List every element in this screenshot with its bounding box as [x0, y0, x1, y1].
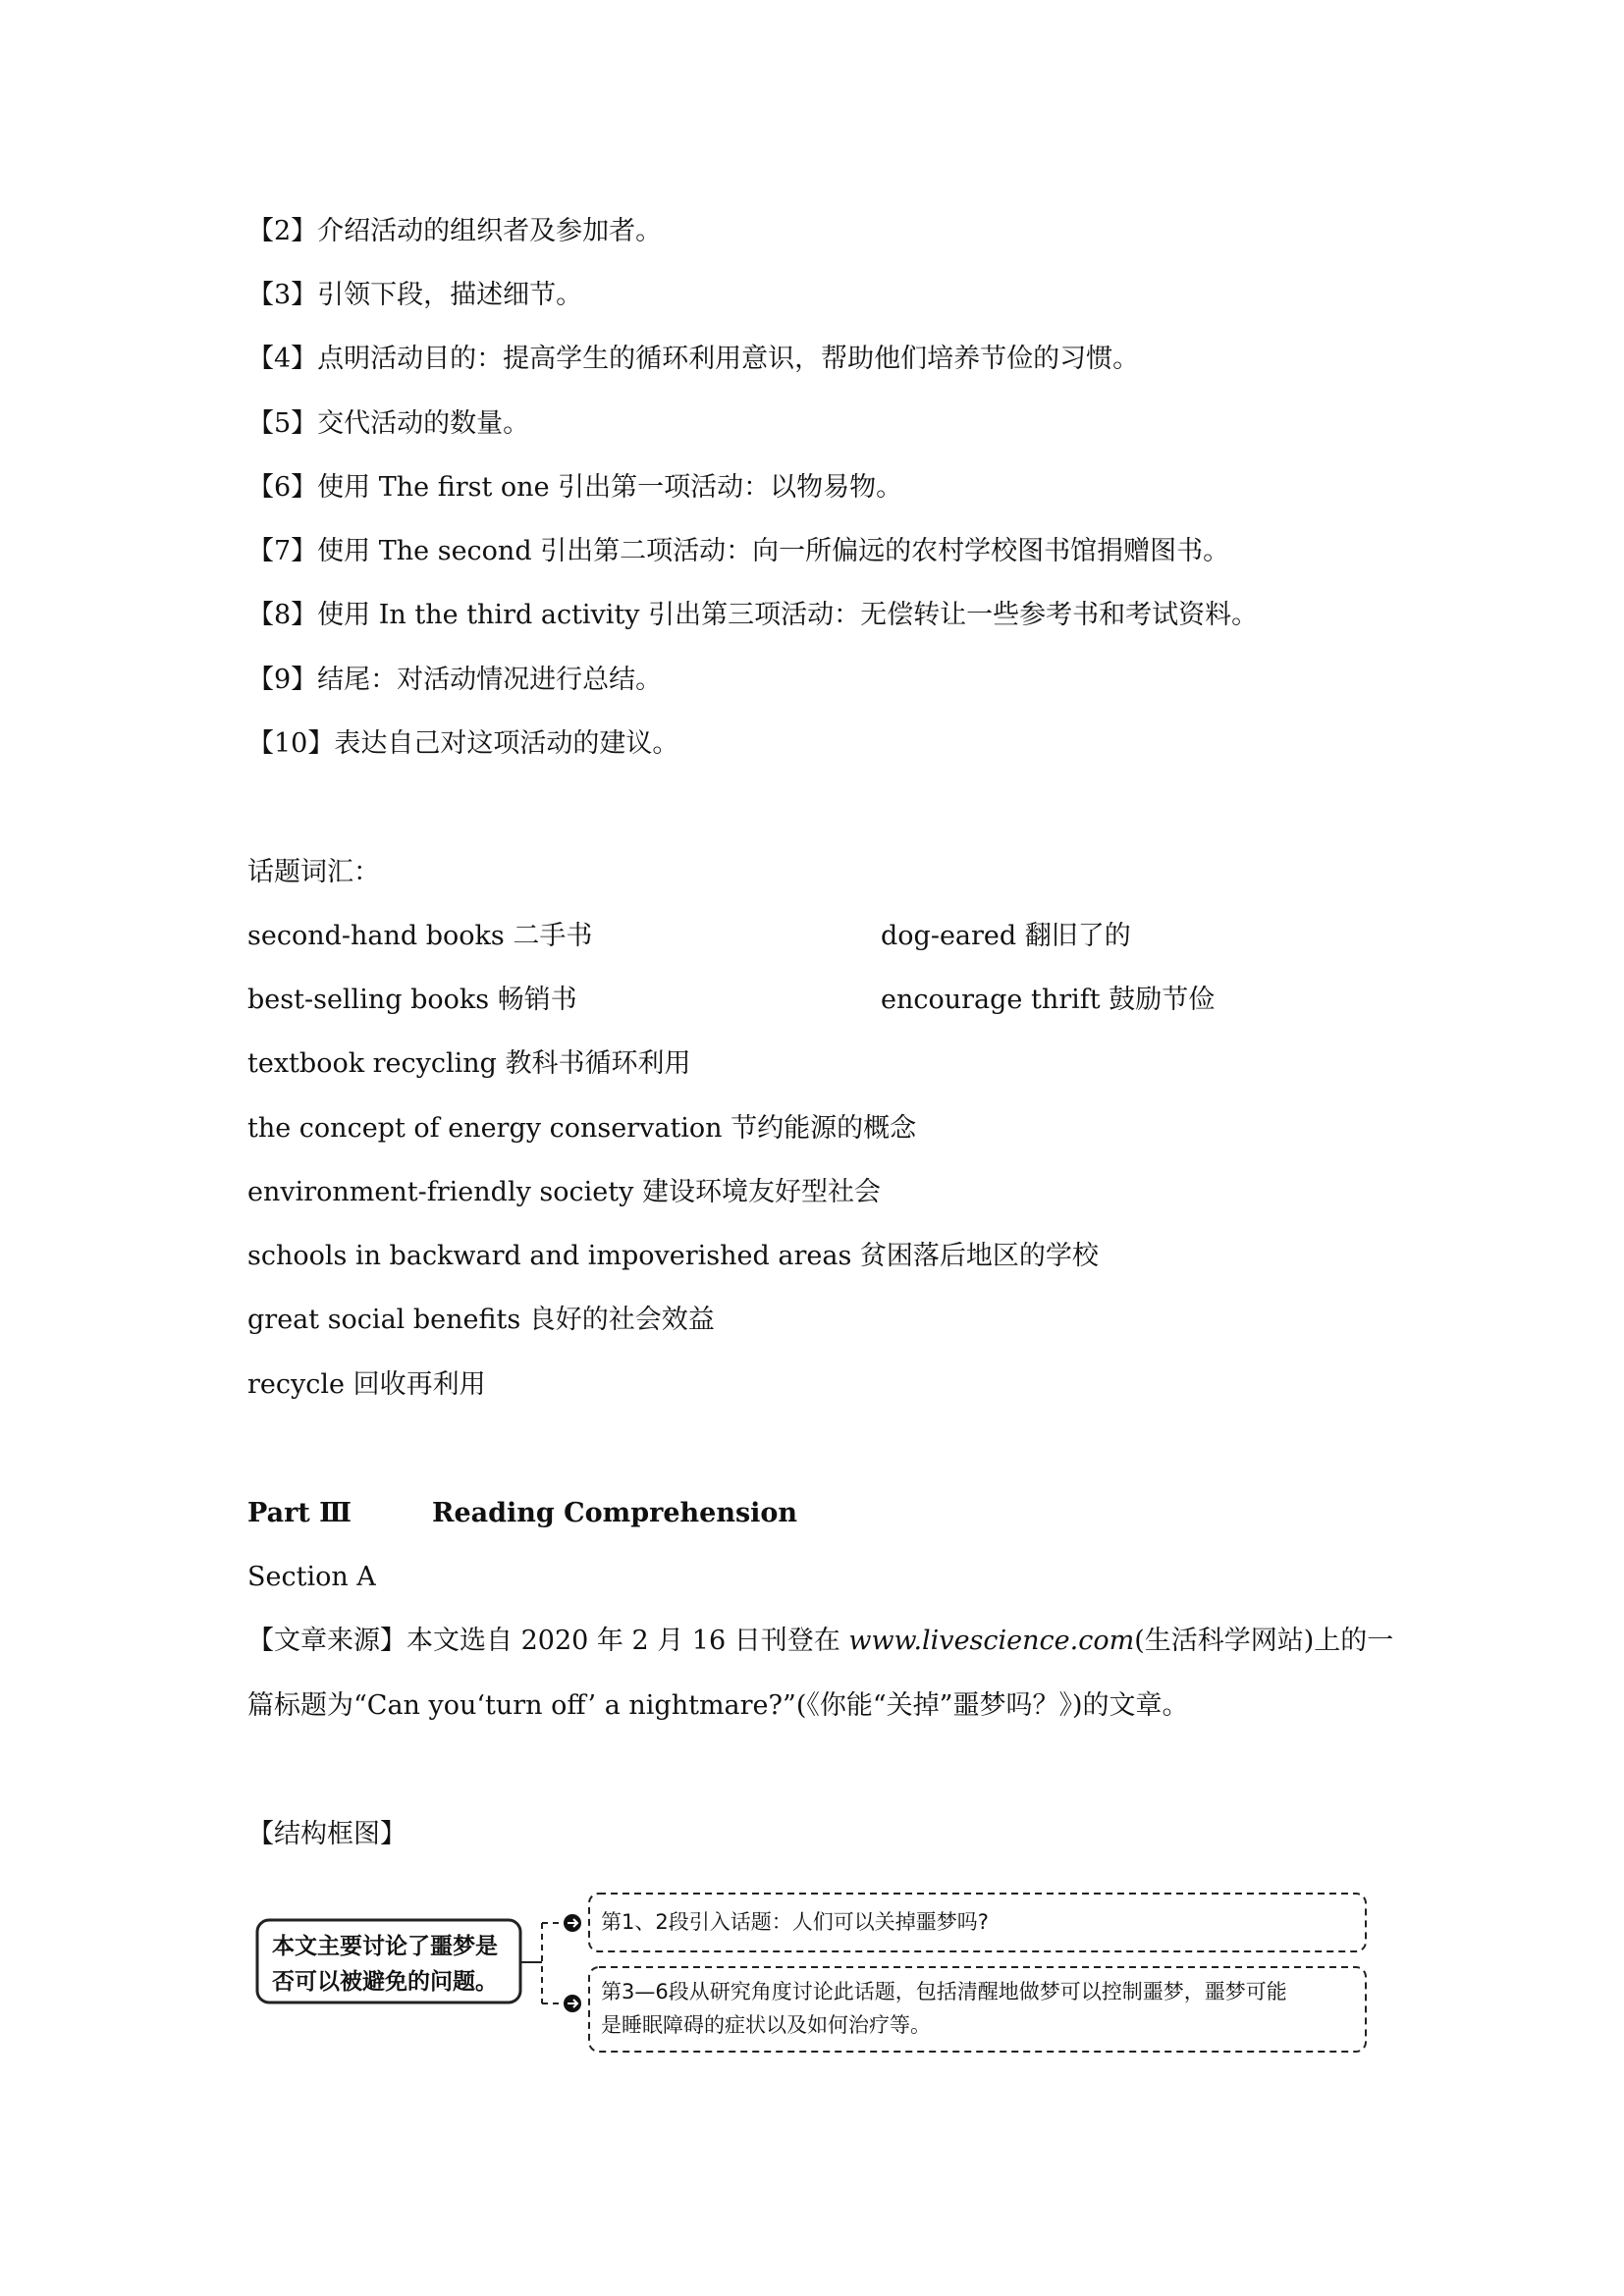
- outline-item-8: 【8】使用 In the third activity 引出第三项活动：无偿转让一些参考书和考试资料。: [247, 600, 1259, 630]
- outline-item-3: 【3】引领下段，描述细节。: [247, 280, 583, 310]
- vocab-item: textbook recycling 教科书循环利用: [247, 1048, 691, 1079]
- structure-diagram: [247, 1870, 1377, 2071]
- arrow-right-icon: [564, 1995, 581, 2012]
- source-line-2: 篇标题为“Can you‘turn off’ a nightmare?”(《你能“关掉”噩梦吗？》)的文章。: [247, 1690, 1189, 1721]
- section-label: Section A: [247, 1562, 376, 1592]
- outline-item-6: 【6】使用 The first one 引出第一项活动：以物易物。: [247, 472, 903, 503]
- outline-item-4: 【4】点明活动目的：提高学生的循环利用意识，帮助他们培养节俭的习惯。: [247, 344, 1140, 374]
- outline-item-5: 【5】交代活动的数量。: [247, 408, 530, 439]
- part-label: Part Ⅲ: [247, 1498, 352, 1528]
- branch-paragraphs-1-2: 第1、2段引入话题：人们可以关掉噩梦吗?: [601, 1910, 989, 1934]
- outline-item-10: 【10】表达自己对这项活动的建议。: [247, 728, 679, 759]
- branch-paragraphs-3-6: [601, 1975, 1287, 2042]
- vocab-item: the concept of energy conservation 节约能源的概念: [247, 1113, 917, 1144]
- main-topic-line: 否可以被避免的问题。: [272, 1969, 498, 1995]
- main-topic-box: [272, 1929, 498, 2000]
- vocab-item: best-selling books 畅销书: [247, 985, 577, 1015]
- vocab-item: second-hand books 二手书: [247, 921, 593, 951]
- arrow-right-icon: [564, 1914, 581, 1932]
- outline-item-2: 【2】介绍活动的组织者及参加者。: [247, 216, 663, 246]
- source-site: www.livescience.com: [848, 1626, 1135, 1656]
- part-title: Reading Comprehension: [432, 1498, 798, 1528]
- vocab-heading: 话题词汇：: [247, 857, 380, 887]
- structure-heading: 【结构框图】: [247, 1819, 406, 1849]
- source-line-1: [247, 1624, 1393, 1659]
- vocab-item: great social benefits 良好的社会效益: [247, 1305, 715, 1335]
- branch-line: 是睡眠障碍的症状以及如何治疗等。: [601, 2013, 931, 2037]
- vocab-item: schools in backward and impoverished areas 贫困落后地区的学校: [247, 1241, 1099, 1271]
- outline-item-7: 【7】使用 The second 引出第二项活动：向一所偏远的农村学校图书馆捐赠图书。: [247, 536, 1230, 566]
- branch-line: 第3—6段从研究角度讨论此话题，包括清醒地做梦可以控制噩梦，噩梦可能: [601, 1980, 1287, 2003]
- source-text: (生活科学网站)上的一: [1134, 1626, 1394, 1656]
- main-topic-line: 本文主要讨论了噩梦是: [272, 1934, 498, 1959]
- source-text: 【文章来源】本文选自 2020 年 2 月 16 日刊登在: [247, 1626, 849, 1656]
- vocab-item: environment-friendly society 建设环境友好型社会: [247, 1177, 881, 1207]
- vocab-item: dog-eared 翻旧了的: [881, 921, 1131, 951]
- vocab-item: encourage thrift 鼓励节俭: [881, 985, 1216, 1015]
- vocab-item: recycle 回收再利用: [247, 1369, 486, 1400]
- outline-item-9: 【9】结尾：对活动情况进行总结。: [247, 665, 663, 695]
